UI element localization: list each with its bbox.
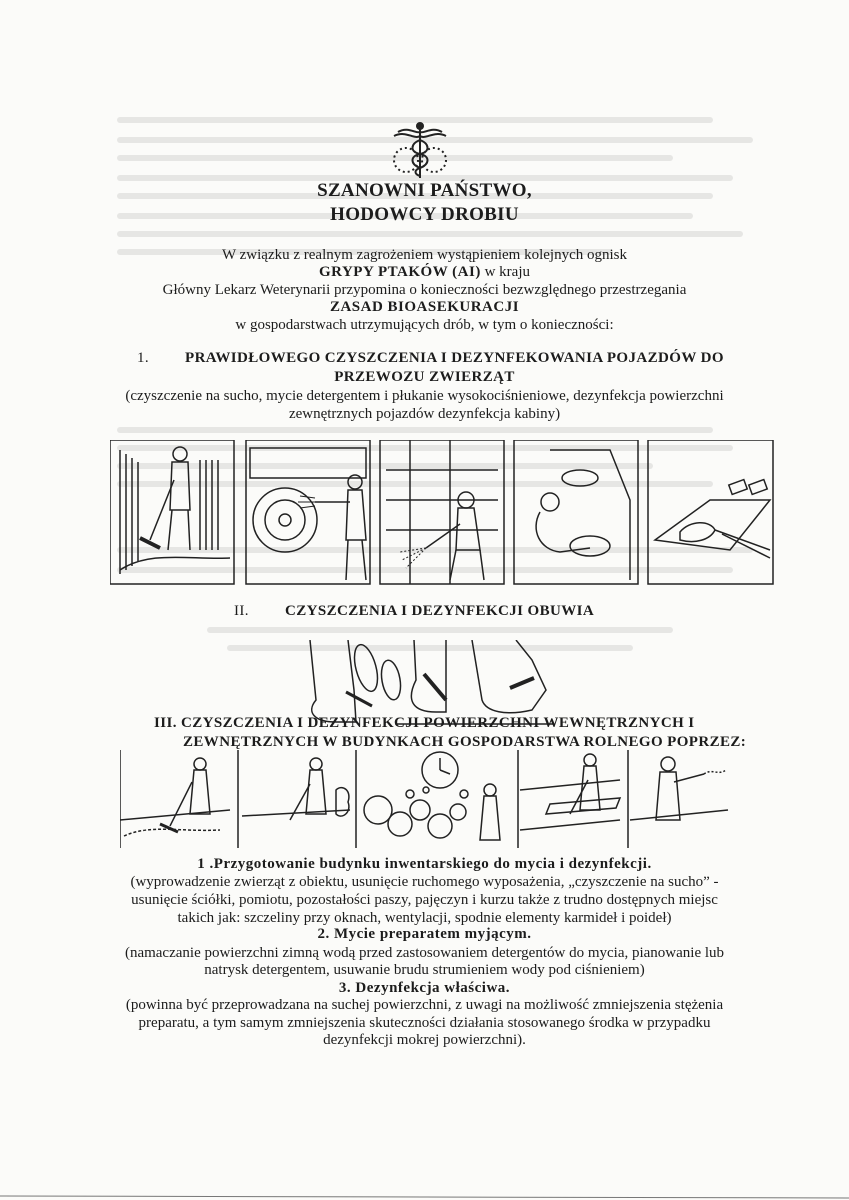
intro-line-5: w gospodarstwach utrzymujących drób, w tym o konieczności: [235,317,614,333]
step-1-title: 1 .Przygotowanie budynku inwentarskiego do mycia i dezynfekcji. [197,856,652,872]
greeting-line-2: HODOWCY DROBIU [330,204,519,225]
cab-cleaning-illustration [514,440,638,584]
section-2-number: II. [234,603,249,619]
step-1-desc-line-3: takich jak: szczeliny przy oknach, wentylacji, spodnie elementy karmideł i poideł) [177,910,672,926]
building-cleaning-illustrations [120,750,730,850]
step-2-desc-line-2: natrysk detergentem, usuwanie brudu strumieniem wody pod ciśnieniem) [204,962,645,978]
intro-line-1: W związku z realnym zagrożeniem wystąpieniem kolejnych ognisk [222,247,627,263]
step-1-desc-line-2: usunięcie ściółki, pomiotu, pozostałości paszy, pajęczyn i kurzu także z trudno dostępnych miejsc [131,892,718,908]
pressure-washing-illustration [246,440,370,584]
step-3-desc-line-3: dezynfekcji mokrej powierzchni). [323,1032,526,1048]
step-2-desc-line-1: (namaczanie powierzchni zimną wodą przed zastosowaniem detergentów do mycia, pianowanie lub [124,945,725,961]
step-3-desc-line-1: (powinna być przeprowadzana na suchej powierzchni, z uwagi na możliwość zmniejszenia stężenia [125,997,724,1013]
veterinary-caduceus-logo [384,120,456,180]
section-3-title-line-1: III. CZYSZCZENIA I DEZYNFEKCJI POWIERZCHNI WEWNĘTRZNYCH I [154,715,695,731]
building-dusting-illustration [242,758,350,820]
greeting-line-1: SZANOWNI PAŃSTWO, [317,180,532,201]
step-2-title: 2. Mycie preparatem myjącym. [317,926,532,942]
step-1-desc-line-1: (wyprowadzenie zwierząt z obiektu, usunięcie ruchomego wyposażenia, „czyszczenie na sucho” - [130,874,719,890]
section-1-title-line-1: PRAWIDŁOWEGO CZYSZCZENIA I DEZYNFEKOWANIA POJAZDÓW DO [185,350,724,366]
section-1-desc-line-2: zewnętrznych pojazdów dezynfekcja kabiny) [288,406,561,422]
footwear-cleaning-illustration [296,640,556,726]
spraying-illustration [380,440,504,584]
wiping-illustration [648,440,773,584]
sweeping-illustration [110,440,234,584]
step-3-desc-line-2: preparatu, a tym samym zmniejszenia skuteczności działania stosowanego środka w przypadku [138,1015,711,1031]
principles-heading: ZASAD BIOASEKURACJI [329,299,520,315]
section-1-title-line-2: PRZEWOZU ZWIERZĄT [334,369,515,385]
section-3-title-line-2: ZEWNĘTRZNYCH W BUDYNKACH GOSPODARSTWA ROLNEGO POPRZEZ: [183,734,747,750]
intro-line-3: Główny Lekarz Weterynarii przypomina o konieczności bezwzględnego przestrzegania [162,282,687,298]
scan-edge [0,1190,849,1200]
spray-disinfecting-illustration [520,754,620,830]
disease-suffix: w kraju [480,264,530,280]
section-1-desc-line-1: (czyszczenie na sucho, mycie detergentem i płukanie wysokociśnieniowe, dezynfekcja powierzchni [125,388,724,404]
section-2-title: CZYSZCZENIA I DEZYNFEKCJI OBUWIA [285,603,595,619]
foam-washing-illustration [364,752,500,840]
building-sweeping-illustration [120,750,230,848]
wall-spraying-illustration [630,757,728,820]
disease-name: GRYPY PTAKÓW (AI) [318,264,481,280]
section-1-number: 1. [137,350,150,366]
vehicle-cleaning-illustrations [110,440,775,586]
intro-line-2 [0,264,849,281]
step-3-title: 3. Dezynfekcja właściwa. [338,980,511,996]
